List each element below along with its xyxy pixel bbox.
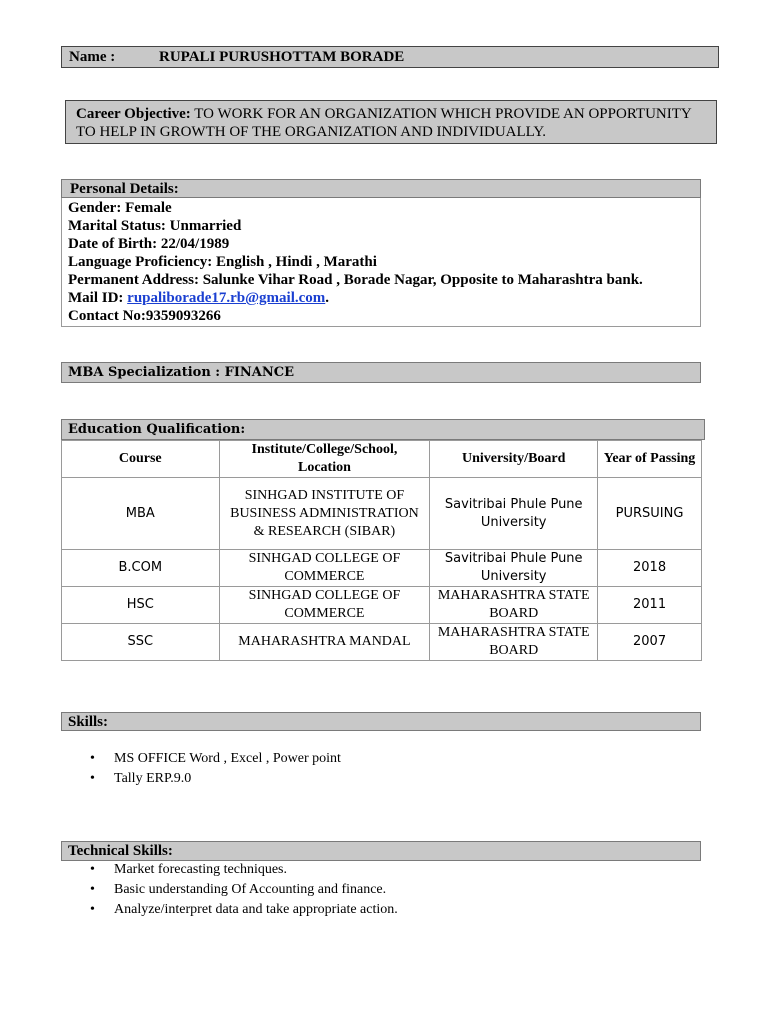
table-row bbox=[62, 550, 702, 587]
header-year: Year of Passing bbox=[598, 441, 702, 478]
year-cell: 2018 bbox=[598, 550, 702, 587]
list-item: • MS OFFICE Word , Excel , Power point bbox=[90, 749, 341, 769]
header-institute: Institute/College/School, Location bbox=[219, 441, 430, 478]
year-cell: 2011 bbox=[598, 587, 702, 624]
course-cell: SSC bbox=[62, 624, 220, 661]
institute-cell: MAHARASHTRA MANDAL bbox=[219, 624, 430, 661]
career-objective bbox=[65, 100, 717, 144]
name-value: RUPALI PURUSHOTTAM BORADE bbox=[159, 49, 405, 65]
year-cell: 2007 bbox=[598, 624, 702, 661]
course-cell: HSC bbox=[62, 587, 220, 624]
mail-label: Mail ID: bbox=[68, 290, 128, 306]
institute-cell: SINHGAD INSTITUTE OF BUSINESS ADMINISTRATION & RESEARCH (SIBAR) bbox=[219, 478, 430, 550]
personal-details bbox=[61, 198, 701, 327]
language-proficiency: Language Proficiency: English , Hindi , Marathi bbox=[68, 254, 377, 270]
skills-heading: Skills: bbox=[61, 712, 701, 731]
contact-number: Contact No:9359093266 bbox=[68, 308, 221, 324]
email-link[interactable]: rupaliborade17.rb@gmail.com bbox=[127, 290, 326, 306]
skills-list bbox=[90, 749, 341, 789]
list-item: • Tally ERP.9.0 bbox=[90, 769, 341, 789]
date-of-birth: Date of Birth: 22/04/1989 bbox=[68, 236, 230, 252]
list-item: • Basic understanding Of Accounting and finance. bbox=[90, 880, 398, 900]
gender: Gender: Female bbox=[68, 200, 172, 216]
institute-cell: SINHGAD COLLEGE OF COMMERCE bbox=[219, 550, 430, 587]
education-heading: Education Qualification: bbox=[61, 419, 705, 440]
mail-id bbox=[68, 289, 694, 307]
permanent-address: Permanent Address: Salunke Vihar Road , Borade Nagar, Opposite to Maharashtra bank. bbox=[68, 272, 643, 288]
education-table bbox=[61, 440, 702, 661]
university-cell: Savitribai Phule Pune University bbox=[430, 478, 598, 550]
course-cell: B.COM bbox=[62, 550, 220, 587]
university-cell: MAHARASHTRA STATE BOARD bbox=[430, 624, 598, 661]
university-cell: MAHARASHTRA STATE BOARD bbox=[430, 587, 598, 624]
personal-details-heading: Personal Details: bbox=[61, 179, 701, 198]
mail-suffix: . bbox=[325, 290, 330, 306]
technical-skills-list bbox=[90, 860, 398, 920]
university-cell: Savitribai Phule Pune University bbox=[430, 550, 598, 587]
list-item: • Market forecasting techniques. bbox=[90, 860, 398, 880]
career-objective-label: Career Objective: bbox=[76, 106, 191, 122]
name-label: Name : bbox=[69, 49, 116, 65]
marital-status: Marital Status: Unmarried bbox=[68, 218, 242, 234]
list-item: • Analyze/interpret data and take appropriate action. bbox=[90, 900, 398, 920]
institute-cell: SINHGAD COLLEGE OF COMMERCE bbox=[219, 587, 430, 624]
table-header-row bbox=[62, 441, 702, 478]
table-row bbox=[62, 587, 702, 624]
year-cell: PURSUING bbox=[598, 478, 702, 550]
career-objective-text: TO WORK FOR AN ORGANIZATION WHICH PROVIDE AN OPPORTUNITY TO HELP IN GROWTH OF THE ORGANIZATION AND INDIVIDUALLY. bbox=[76, 106, 692, 140]
header-university: University/Board bbox=[430, 441, 598, 478]
course-cell: MBA bbox=[62, 478, 220, 550]
table-row bbox=[62, 478, 702, 550]
technical-skills-heading: Technical Skills: bbox=[61, 841, 701, 861]
table-row bbox=[62, 624, 702, 661]
name-bar bbox=[61, 46, 719, 68]
mba-specialization: MBA Specialization : FINANCE bbox=[61, 362, 701, 383]
header-course: Course bbox=[62, 441, 220, 478]
